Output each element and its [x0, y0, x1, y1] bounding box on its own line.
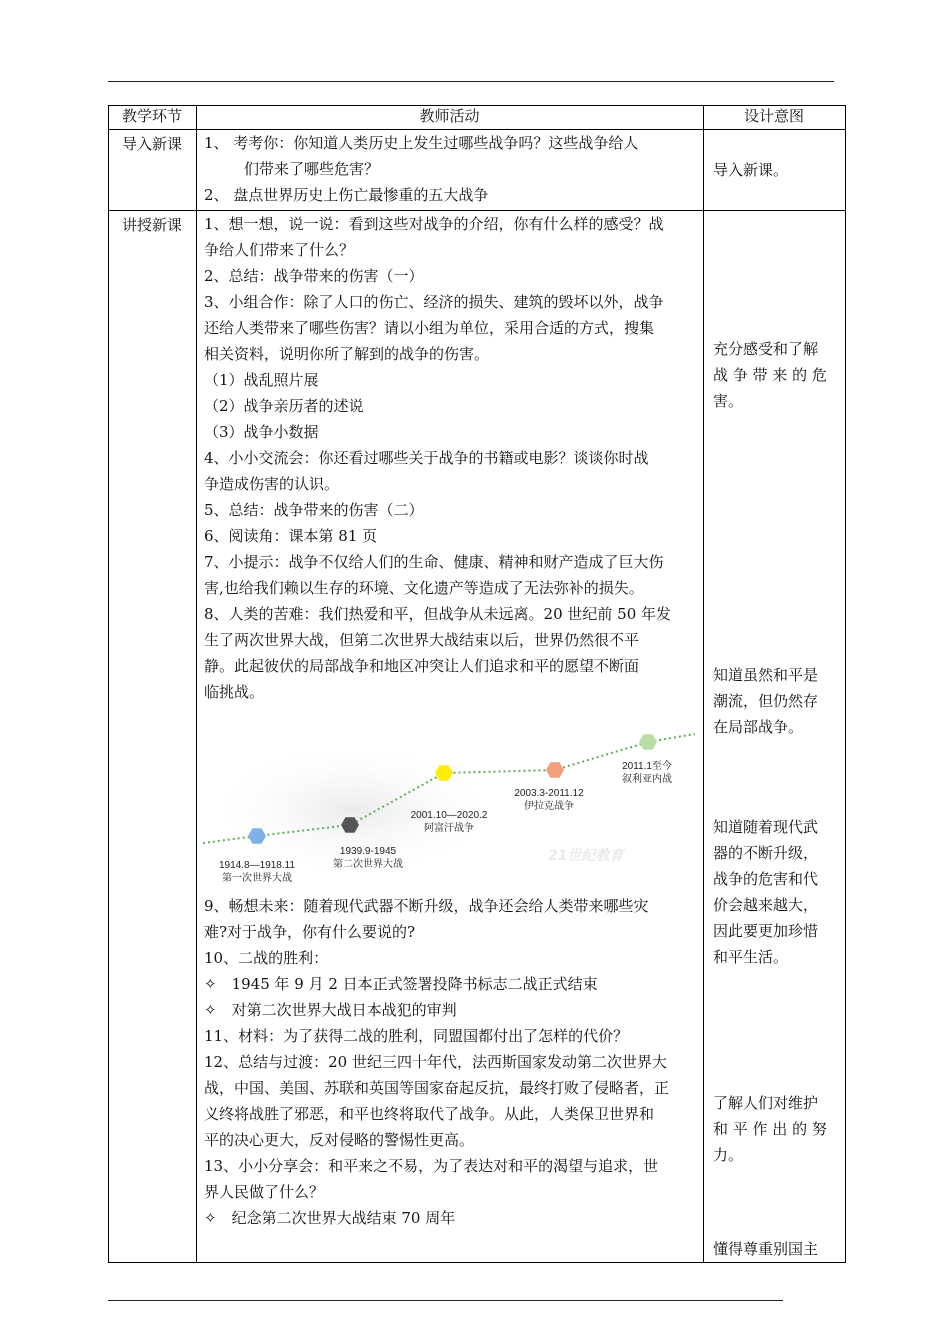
timeline-war-name: 第一次世界大战 — [222, 873, 292, 884]
intro-item-2: 2、 盘点世界历史上伤亡最惨重的五大战争 — [204, 186, 489, 204]
intent-intro: 导入新课。 — [713, 161, 789, 179]
activity-line: 静。此起彼伏的局部战争和地区冲突让人们追求和平的愿望不断面 — [204, 657, 640, 675]
activity-line: 平的决心更大，反对侵略的警惕性更高。 — [204, 1131, 475, 1149]
stage-intro: 导入新课 — [121, 135, 182, 153]
intent-line: 力。 — [713, 1146, 744, 1164]
table-border-left — [108, 105, 109, 1263]
teach-activities-part2 — [204, 893, 699, 1231]
activity-line: （2）战争亲历者的述说 — [204, 397, 364, 415]
timeline-war-name: 第二次世界大战 — [333, 859, 403, 870]
watermark-logo — [548, 847, 626, 864]
activity-line: 临挑战。 — [204, 683, 265, 701]
timeline-date: 2001.10—2020.2 — [410, 810, 488, 821]
bullet-line: ✧ 1945 年 9 月 2 日本正式签署投降书标志二战正式结束 — [204, 975, 598, 993]
footer-rule — [108, 1300, 783, 1301]
column-divider-stage — [196, 105, 197, 1263]
timeline-marker-icon — [639, 734, 657, 750]
stage-teach: 讲授新课 — [121, 216, 182, 234]
activity-line: （3）战争小数据 — [204, 423, 319, 441]
activity-line: 6、阅读角：课本第 81 页 — [204, 527, 378, 545]
watermark-text: 21世纪教育 — [548, 848, 624, 864]
activity-line: 9、畅想未来：随着现代武器不断升级，战争还会给人类带来哪些灾 — [204, 897, 649, 915]
intent-line: 充分感受和了解 — [713, 340, 819, 358]
intent-line: 了解人们对维护 — [713, 1094, 819, 1112]
activity-line: 争造成伤害的认识。 — [204, 475, 340, 493]
bullet-line: ✧ 纪念第二次世界大战结束 70 周年 — [204, 1209, 456, 1227]
timeline-date: 2011.1至今 — [622, 761, 672, 772]
activity-line: 界人民做了什么？ — [204, 1183, 325, 1201]
activity-line: 3、小组合作：除了人口的伤亡、经济的损失、建筑的毁坏以外，战争 — [204, 293, 664, 311]
timeline-date: 1914.8—1918.11 — [219, 860, 295, 871]
activity-line: 13、小小分享会：和平来之不易，为了表达对和平的渴望与追求，世 — [204, 1157, 659, 1175]
intent-line: 价会越来越大， — [713, 896, 819, 914]
activity-line: 相关资料，说明你所了解到的战争的伤害。 — [204, 345, 490, 363]
timeline-war-name: 叙利亚内战 — [622, 774, 672, 785]
activity-line: 战，中国、美国、苏联和英国等国家奋起反抗，最终打败了侵略者，正 — [204, 1079, 670, 1097]
header-teacher-activity: 教师活动 — [419, 107, 480, 125]
intent-respect-sovereignty — [713, 1236, 843, 1262]
intent-line: 因此要更加珍惜 — [713, 922, 819, 940]
activity-line: 10、二战的胜利： — [204, 949, 329, 967]
intent-line: 在局部战争。 — [713, 718, 804, 736]
intent-line: 和平生活。 — [713, 948, 789, 966]
activity-line: 还给人类带来了哪些伤害？请以小组为单位，采用合适的方式，搜集 — [204, 319, 655, 337]
war-timeline-image — [203, 720, 695, 890]
intent-line: 和 平 作 出 的 努 — [713, 1120, 827, 1138]
timeline-war-name: 伊拉克战争 — [524, 801, 574, 812]
timeline-date: 2003.3-2011.12 — [514, 788, 584, 799]
header-design-intent: 设计意图 — [743, 107, 804, 125]
intent-line: 战争的危害和代 — [713, 870, 819, 888]
bullet-line: ✧ 对第二次世界大战日本战犯的审判 — [204, 1001, 457, 1019]
activity-line: 害,也给我们赖以生存的环境、文化遗产等造成了无法弥补的损失。 — [204, 579, 644, 597]
column-divider-intent — [703, 105, 704, 1263]
intent-peace-efforts — [713, 1090, 843, 1168]
intent-feel-harm — [713, 336, 843, 414]
activity-line: 1、想一想，说一说：看到这些对战争的介绍，你有什么样的感受？战 — [204, 215, 664, 233]
activity-line: 争给人们带来了什么？ — [204, 241, 355, 259]
timeline-war-name: 阿富汗战争 — [424, 823, 474, 834]
timeline-marker-icon — [546, 762, 564, 778]
header-rule — [108, 81, 834, 82]
activity-line: 难?对于战争，你有什么要说的? — [204, 923, 416, 941]
header-row-divider — [108, 129, 846, 130]
timeline-date: 1939.9-1945 — [339, 846, 397, 857]
activity-line: 4、小小交流会：你还看过哪些关于战争的书籍或电影？谈谈你时战 — [204, 449, 649, 467]
intent-modern-weapons — [713, 814, 843, 970]
activity-line: （1）战乱照片展 — [204, 371, 319, 389]
teach-activities-part1 — [204, 211, 699, 705]
intent-line: 懂得尊重别国主 — [713, 1240, 819, 1258]
activity-line: 生了两次世界大战，但第二次世界大战结束以后，世界仍然很不平 — [204, 631, 640, 649]
table-border-bottom — [108, 1262, 846, 1263]
activity-line: 11、材料：为了获得二战的胜利，同盟国都付出了怎样的代价？ — [204, 1027, 629, 1045]
activity-line: 5、总结：战争带来的伤害（二） — [204, 501, 424, 519]
activity-line: 7、小提示：战争不仅给人们的生命、健康、精神和财产造成了巨大伤 — [204, 553, 664, 571]
intent-local-wars — [713, 662, 843, 740]
intro-item-1: 1、 考考你：你知道人类历史上发生过哪些战争吗？这些战争给人 — [204, 134, 639, 152]
activity-line: 8、人类的苦难：我们热爱和平，但战争从未远离。20 世纪前 50 年发 — [204, 605, 672, 623]
intent-line: 知道虽然和平是 — [713, 666, 819, 684]
intent-line: 潮流，但仍然存 — [713, 692, 819, 710]
intro-item-1-cont: 们带来了哪些危害？ — [244, 160, 380, 178]
intent-line: 器的不断升级， — [713, 844, 819, 862]
activity-line: 2、总结：战争带来的伤害（一） — [204, 267, 424, 285]
intent-line: 害。 — [713, 392, 744, 410]
table-border-right — [845, 105, 846, 1263]
activity-line: 义终将战胜了邪恶，和平也终将取代了战争。从此，人类保卫世界和 — [204, 1105, 655, 1123]
intent-line: 知道随着现代武 — [713, 818, 819, 836]
activity-line: 12、总结与过渡：20 世纪三四十年代，法西斯国家发动第二次世界大 — [204, 1053, 667, 1071]
intent-line: 战 争 带 来 的 危 — [713, 366, 827, 384]
header-stage: 教学环节 — [121, 107, 182, 125]
